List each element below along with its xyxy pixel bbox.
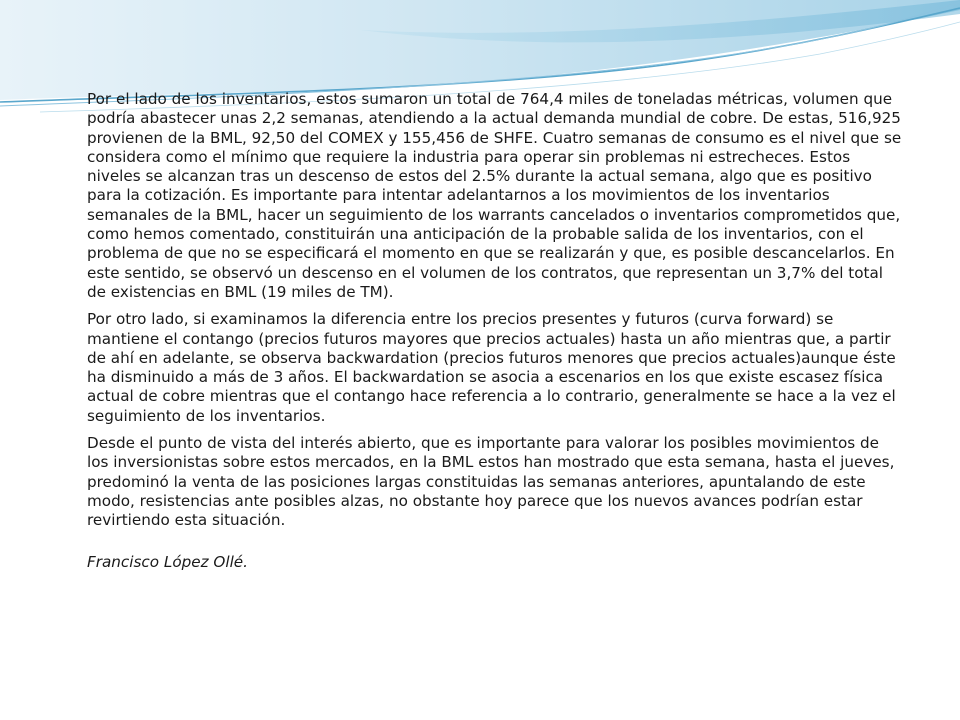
author-signature: Francisco López Ollé. bbox=[87, 552, 248, 571]
paragraph-inventarios: Por el lado de los inventarios, estos sumaron un total de 764,4 miles de toneladas métricas, volumen que podría abastecer unas 2,2 semanas, atendiendo a la actual demanda mundial de cobre. De estas, 516,925 provienen de la BML, 92,50 del COMEX y 155,456 de SHFE. Cuatro semanas de consumo es el nivel que se considera como el mínimo que requiere la industria para operar sin problemas ni estrecheces. Estos niveles se alcanzan tras un descenso de estos del 2.5% durante la actual semana, algo que es positivo para la cotización. Es importante para intentar adelantarnos a los movimientos de los inventarios semanales de la BML, hacer un seguimiento de los warrants cancelados o inventarios comprometidos que, como hemos comentado, constituirán una anticipación de la probable salida de los inventarios, con el problema de que no se especificará el momento en que se realizarán y que, es posible descancelarlos. En este sentido, se observó un descenso en el volumen de los contratos, que representan un 3,7% del total de existencias en BML (19 miles de TM). bbox=[87, 90, 902, 301]
paragraph-interes-abierto: Desde el punto de vista del interés abierto, que es importante para valorar los posibles movimientos de los inversionistas sobre estos mercados, en la BML estos han mostrado que esta semana, hasta el jueves, predominó la venta de las posiciones largas constituidas las semanas anteriores, apuntalando de este modo, resistencias ante posibles alzas, no obstante hoy parece que los nuevos avances podrían estar revirtiendo esta situación. bbox=[87, 434, 895, 530]
slide-body-text bbox=[87, 90, 902, 580]
paragraph-curva-forward: Por otro lado, si examinamos la diferencia entre los precios presentes y futuros (curva forward) se mantiene el contango (precios futuros mayores que precios actuales) hasta un año mientras que, a partir de ahí en adelante, se observa backwardation (precios futuros menores que precios actuales)aunque éste ha disminuido a más de 3 años. El backwardation se asocia a escenarios en los que existe escasez física actual de cobre mientras que el contango hace referencia a lo contrario, generalmente se hace a la vez el seguimiento de los inventarios. bbox=[87, 310, 896, 425]
